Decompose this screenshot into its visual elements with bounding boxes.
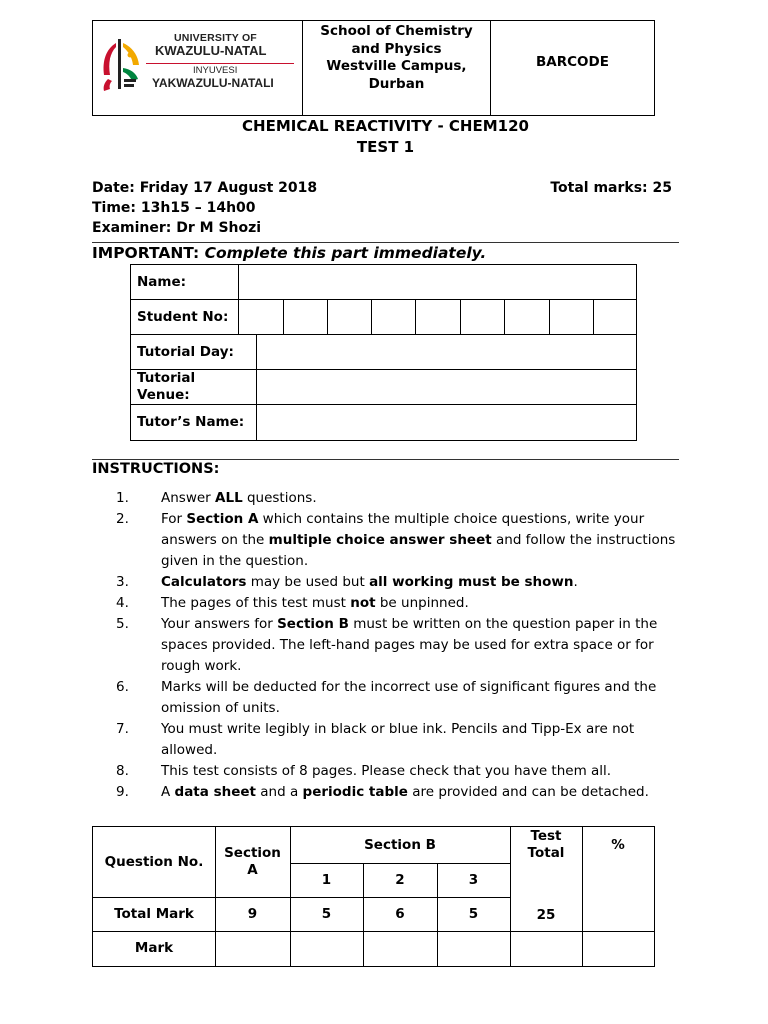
instruction-number: 9. [116, 784, 129, 800]
instruction-text: be unpinned. [375, 595, 469, 611]
section-a-mark-field[interactable] [215, 931, 290, 966]
question-1-mark-field[interactable] [290, 931, 363, 966]
tutorial-day-label: Tutorial Day: [131, 335, 257, 369]
tutorial-venue-row [131, 370, 636, 405]
instructions-heading: INSTRUCTIONS: [92, 461, 220, 477]
instruction-text: You must write legibly in black or blue ink. Pencils and Tipp-Ex are not allowed. [161, 721, 635, 758]
percent-header: % [611, 836, 625, 853]
question-2-mark-field[interactable] [363, 931, 437, 966]
instruction-item [116, 761, 691, 782]
instruction-emphasis: periodic table [302, 784, 408, 800]
instruction-emphasis: Calculators [161, 574, 247, 590]
section-a-header-1: Section [224, 845, 281, 861]
section-a-header [215, 827, 290, 897]
school-line-1: School of Chemistry [320, 23, 473, 39]
school-info [303, 21, 491, 115]
instruction-item [116, 509, 691, 572]
university-logo [93, 21, 303, 115]
student-no-row [131, 300, 636, 335]
tutorial-venue-label-1: Tutorial [137, 370, 196, 386]
instruction-text: are provided and can be detached. [407, 784, 649, 800]
instruction-item [116, 614, 691, 677]
section-a-total: 9 [247, 905, 258, 922]
instruction-text: A [161, 784, 175, 800]
student-no-label: Student No: [131, 300, 239, 334]
test-total-header-1: Test [530, 828, 562, 844]
question-3-mark-field[interactable] [437, 931, 510, 966]
instruction-text: For [161, 511, 187, 527]
question-3-header: 3 [468, 871, 479, 888]
mark-label: Mark [134, 940, 174, 956]
tutorial-day-row [131, 335, 636, 370]
instruction-emphasis: ALL [215, 490, 243, 506]
question-2-total: 6 [395, 905, 405, 922]
question-2-header: 2 [395, 871, 405, 888]
instruction-number: 2. [116, 511, 129, 527]
school-line-2: and Physics [351, 40, 442, 57]
barcode-area [491, 21, 654, 115]
instruction-emphasis: all working must be shown [369, 574, 574, 590]
question-1-total: 5 [321, 905, 332, 922]
marks-table [92, 826, 655, 967]
question-3-total: 5 [468, 905, 479, 922]
divider-instructions [92, 459, 679, 460]
instructions-list [116, 488, 691, 803]
instruction-text: . [573, 574, 578, 590]
section-a-header-2: A [247, 862, 258, 878]
student-no-digit-box[interactable] [283, 300, 327, 334]
instruction-number: 4. [116, 595, 129, 611]
tutor-name-row [131, 405, 636, 440]
name-field[interactable] [239, 265, 636, 299]
question-no-header: Question No. [104, 853, 204, 870]
total-marks: Total marks: 25 [550, 180, 672, 196]
name-label: Name: [131, 265, 239, 299]
section-b-header: Section B [364, 836, 436, 853]
important-notice [92, 244, 486, 262]
instruction-item [116, 677, 691, 719]
instruction-number: 3. [116, 574, 129, 590]
instruction-number: 6. [116, 679, 129, 695]
logo-line-2: KWAZULU-NATAL [155, 43, 267, 58]
test-date: Date: Friday 17 August 2018 [92, 180, 318, 196]
instruction-number: 7. [116, 721, 129, 737]
instruction-number: 1. [116, 490, 129, 506]
tutorial-venue-label-2: Venue: [137, 387, 190, 403]
student-no-digit-box[interactable] [593, 300, 636, 334]
percent-field[interactable] [582, 863, 654, 966]
instruction-emphasis: not [350, 595, 376, 611]
instruction-item [116, 572, 691, 593]
instruction-text: Answer [161, 490, 216, 506]
instruction-emphasis: Section A [186, 511, 259, 527]
tutor-name-field[interactable] [257, 405, 636, 440]
instruction-text: must be written on the question paper in the spaces provided. The left-hand pages may be used for extra space or for rough work. [161, 616, 658, 674]
test-total-header [510, 827, 582, 863]
logo-line-4: YAKWAZULU-NATALI [152, 76, 274, 90]
tutorial-day-field[interactable] [257, 335, 636, 369]
test-examiner: Examiner: Dr M Shozi [92, 220, 262, 236]
total-mark-label: Total Mark [114, 905, 194, 922]
instruction-emphasis: data sheet [174, 784, 256, 800]
instruction-number: 8. [116, 763, 129, 779]
question-1-header: 1 [321, 871, 332, 888]
test-total-header-2: Total [527, 845, 565, 861]
instruction-text: Your answers for [161, 616, 278, 632]
instruction-emphasis: multiple choice answer sheet [268, 532, 492, 548]
important-label: IMPORTANT: [92, 244, 200, 262]
instruction-item [116, 593, 691, 614]
instruction-text: Marks will be deducted for the incorrect use of significant figures and the omission of units. [161, 679, 657, 716]
header-box [92, 20, 655, 116]
test-title: CHEMICAL REACTIVITY - CHEM120 [242, 117, 529, 135]
barcode-label: BARCODE [536, 54, 609, 70]
student-no-digit-box[interactable] [239, 300, 283, 334]
tutorial-venue-field[interactable] [257, 370, 636, 404]
student-no-digit-box[interactable] [504, 300, 549, 334]
instruction-text: questions. [242, 490, 317, 506]
logo-line-1: UNIVERSITY OF [174, 32, 257, 44]
school-line-3: Westville Campus, [326, 58, 467, 74]
student-no-digit-box[interactable] [460, 300, 504, 334]
student-no-digit-box[interactable] [327, 300, 371, 334]
student-details-form [130, 264, 637, 441]
school-line-4: Durban [368, 75, 425, 92]
instruction-item [116, 719, 691, 761]
instruction-text: may be used but [246, 574, 370, 590]
instruction-text: and follow the instructions given in the question. [161, 532, 676, 569]
instruction-text: which contains the multiple choice questions, write your answers on the [161, 511, 645, 548]
instruction-emphasis: Section B [277, 616, 349, 632]
logo-line-3: INYUVESI [193, 65, 238, 76]
divider-top [92, 242, 679, 243]
student-no-digit-box[interactable] [415, 300, 460, 334]
instruction-text: and a [255, 784, 303, 800]
student-no-digit-box[interactable] [549, 300, 593, 334]
instruction-item [116, 782, 691, 803]
university-crest-icon [98, 35, 144, 95]
tutor-name-label: Tutor’s Name: [131, 405, 257, 440]
instruction-text: The pages of this test must [161, 595, 351, 611]
logo-separator [146, 63, 294, 64]
test-time: Time: 13h15 – 14h00 [92, 200, 256, 216]
name-row [131, 265, 636, 300]
instruction-text: This test consists of 8 pages. Please check that you have them all. [161, 763, 612, 779]
test-subtitle: TEST 1 [356, 138, 415, 156]
instruction-item [116, 488, 691, 509]
student-no-digit-box[interactable] [371, 300, 415, 334]
important-text: Complete this part immediately. [204, 244, 487, 262]
test-total-value: 25 [536, 906, 556, 923]
instruction-number: 5. [116, 616, 129, 632]
tutorial-venue-label [131, 370, 257, 404]
